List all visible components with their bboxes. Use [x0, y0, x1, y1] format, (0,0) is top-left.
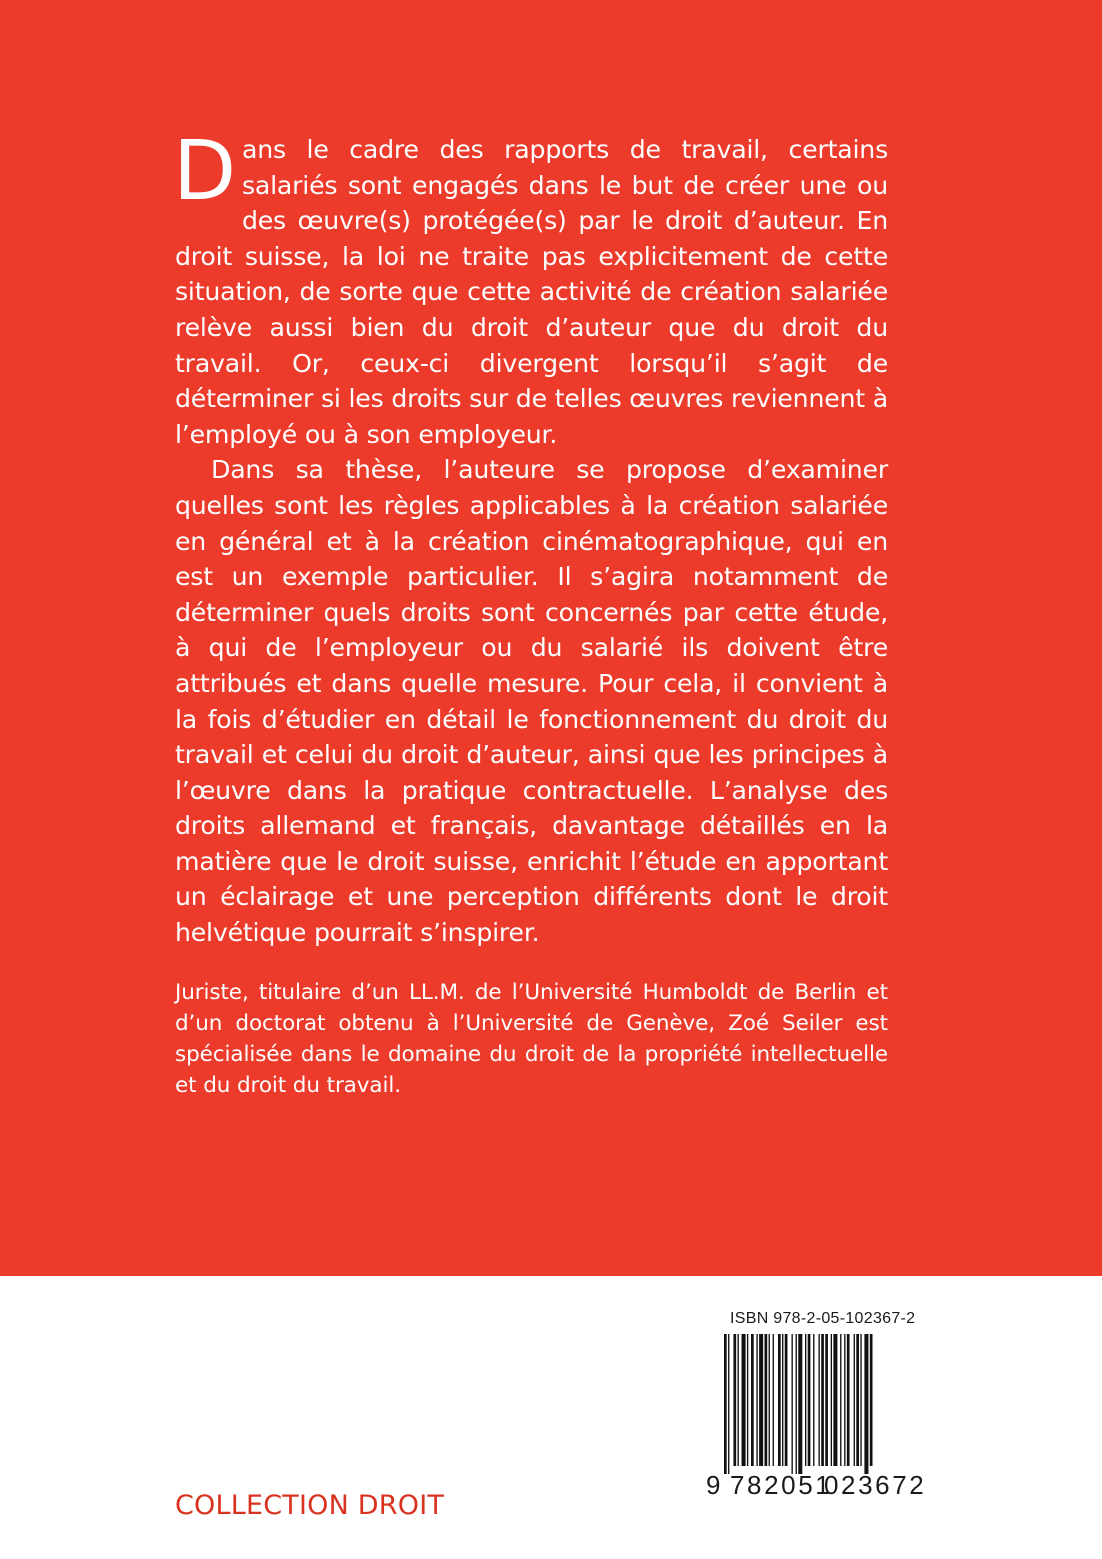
barcode-bar [769, 1334, 770, 1466]
barcode-bar [825, 1334, 828, 1466]
ean-group-2: 023672 [824, 1470, 927, 1500]
isbn-label: ISBN 978-2-05-102367-2 [730, 1310, 916, 1327]
barcode-bar [756, 1334, 757, 1466]
barcode-bar [840, 1334, 841, 1466]
barcode-bar [808, 1334, 811, 1466]
barcode-bar [819, 1334, 820, 1466]
barcode-bar [728, 1334, 729, 1474]
drop-cap: D [173, 124, 236, 219]
summary-paragraph-1-text: ans le cadre des rapports de travail, certains salariés sont engagés dans le but de créer une ou des œuvre(s) protégée(s) par le droit d’auteur. En droit suisse, la loi ne traite pas explicitement de cette situation, de sorte que cette activité de création salariée relève aussi bien du droit d’auteur que du droit du travail. Or, ceux-ci divergent lorsqu’il s’agit de déterminer si les droits sur de telles œuvres reviennent à l’employé ou à son employeur. [175, 135, 888, 449]
barcode-bar [864, 1334, 868, 1474]
barcode-bar [785, 1334, 788, 1466]
barcode-bar [747, 1334, 748, 1466]
barcode-bar [733, 1334, 736, 1466]
barcode-bar [765, 1334, 768, 1466]
barcode-bar [751, 1334, 754, 1466]
barcode-bar [856, 1334, 859, 1466]
barcode-bar [792, 1334, 793, 1474]
collection-title: COLLECTION DROIT [175, 1490, 445, 1521]
barcode-bar [759, 1334, 763, 1466]
barcode-bar [831, 1334, 832, 1466]
barcode [722, 1334, 927, 1474]
isbn-barcode-block [706, 1310, 927, 1510]
barcode-bar [833, 1334, 837, 1466]
summary-paragraph-2: Dans sa thèse, l’auteure se propose d’examiner quelles sont les règles applicables à la création salariée en général et à la création cinématographique, qui en est un exemple particulier. Il s’agira notamment de déterminer quels droits sont concernés par cette étude, à qui de l’employeur ou du salarié ils doivent être attribués et dans quelle mesure. Pour cela, il convient à la fois d’étudier en détail le fonctionnement du droit du travail et celui du droit d’auteur, ainsi que les principes à l’œuvre dans la pratique contractuelle. L’analyse des droits allemand et français, davantage détaillés en la matière que le droit suisse, enrichit l’étude en apportant un éclairage et une perception différents dont le droit helvétique pourrait s’inspirer. [175, 455, 888, 948]
summary-text [173, 124, 888, 951]
barcode-bar [860, 1334, 861, 1466]
ean-first-digit: 9 [706, 1470, 721, 1500]
barcode-bar [805, 1334, 806, 1466]
barcode-bar [847, 1334, 850, 1466]
barcode-bar [773, 1334, 774, 1466]
author-bio: Juriste, titulaire d’un LL.M. de l’Université Humboldt de Berlin et d’un doctorat obtenu à l’Université de Genève, Zoé Seiler est spécialisée dans le domaine du droit de la propriété intellectuelle et du droit du travail. [175, 979, 888, 1098]
barcode-bar [778, 1334, 781, 1466]
barcode-bar [742, 1334, 746, 1466]
barcode-bar [870, 1334, 873, 1466]
summary-paragraph-1 [173, 124, 888, 452]
barcode-bar [844, 1334, 845, 1466]
barcode-bar [813, 1334, 814, 1466]
barcode-bar [798, 1334, 802, 1474]
barcode-bar [854, 1334, 855, 1466]
barcode-bar [821, 1334, 824, 1466]
barcode-bar [724, 1334, 727, 1474]
barcode-bar [796, 1334, 797, 1474]
barcode-bar [738, 1334, 739, 1466]
ean-group-1: 782051 [730, 1470, 833, 1500]
barcode-bar [782, 1334, 783, 1466]
ean-digits [706, 1470, 927, 1500]
